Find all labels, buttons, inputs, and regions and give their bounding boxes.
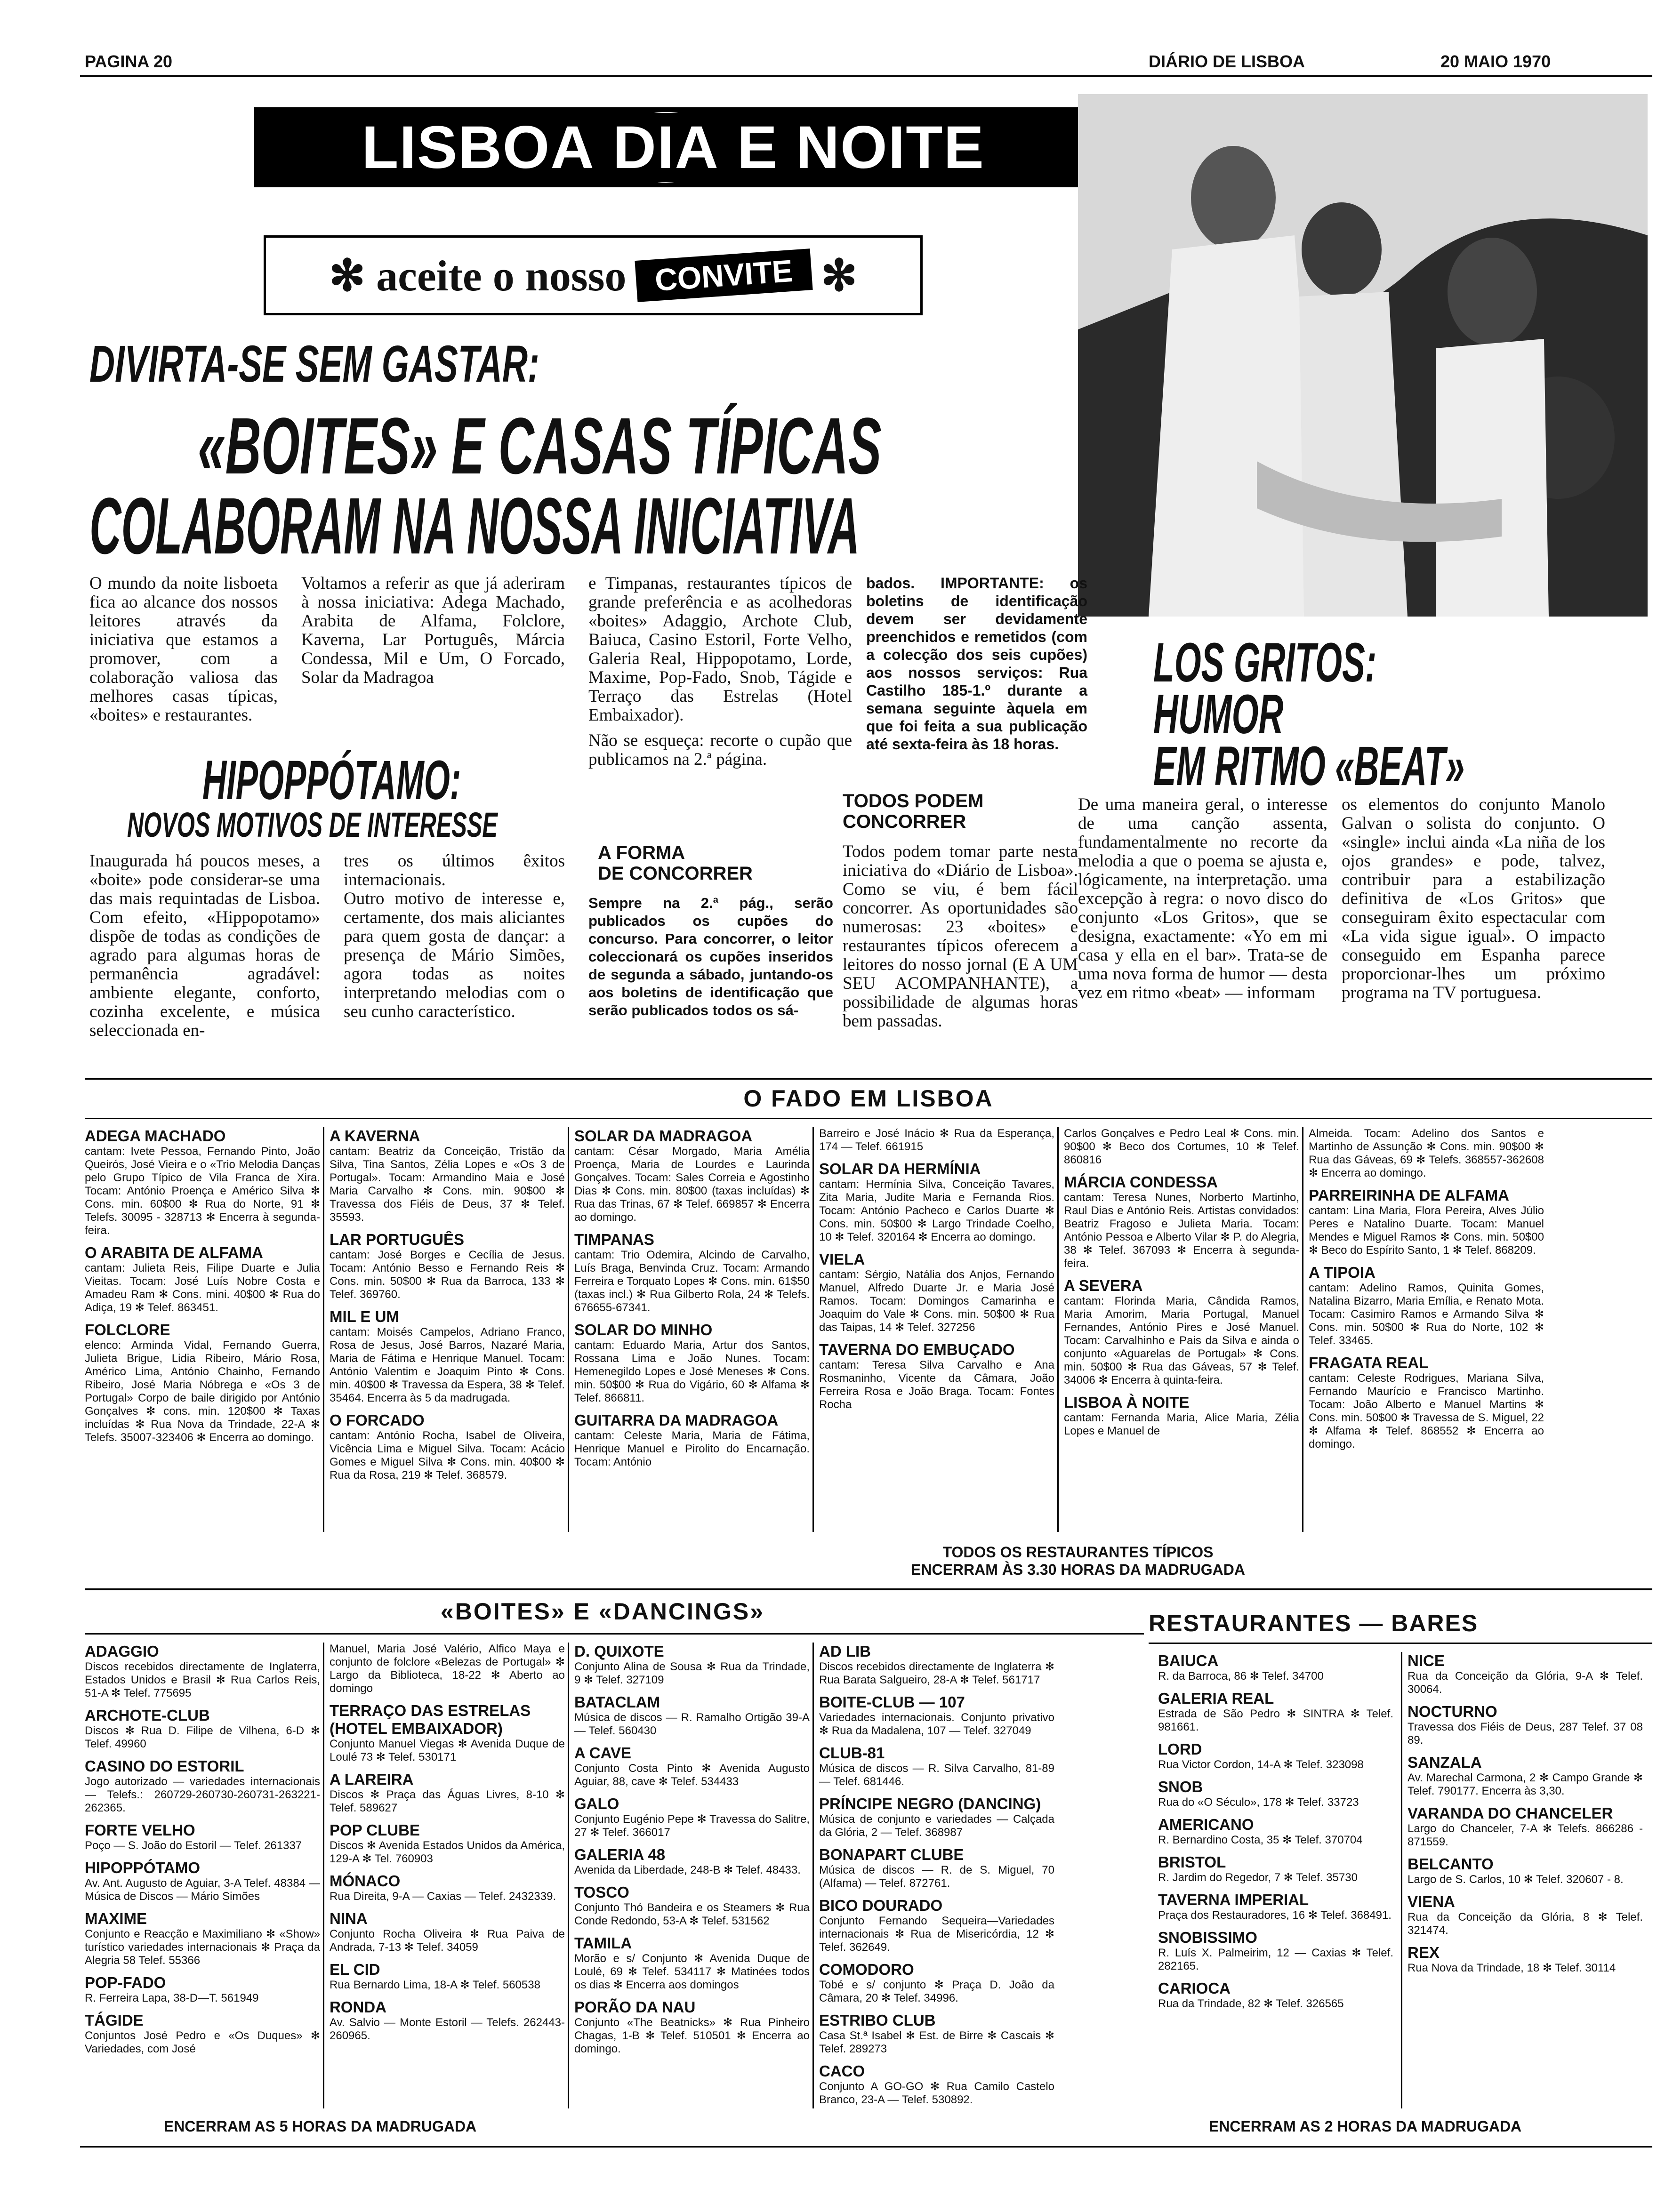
listing-details: Conjunto Manuel Viegas ✻ Avenida Duque de Loulé 73 ✻ Telef. 530171 [330, 1738, 565, 1763]
listing-details: cantam: Adelino Ramos, Quinita Gomes, Natalina Bizarro, Maria Emília, e Renato Mota. Tocam: Casimiro Ramos e Armando Silva ✻ Cons. min. 50$00 ✻ Rua do Norte, 102 ✻ Telef. 33465. [1309, 1282, 1544, 1347]
listing-details: Estrada de São Pedro ✻ SINTRA ✻ Telef. 981661. [1158, 1707, 1393, 1733]
listing-details: cantam: Celeste Maria, Maria de Fátima, Henrique Manuel e Pirolito do Encarnação. Tocam: António [574, 1429, 810, 1468]
listing-details: Barreiro e José Inácio ✻ Rua da Esperança, 174 — Telef. 661915 [819, 1127, 1054, 1153]
sun-logo: DIA [612, 112, 720, 183]
listing-name: FOLCLORE [85, 1321, 170, 1338]
listing-name: BICO DOURADO [819, 1897, 943, 1914]
listing-name: LORD [1158, 1740, 1202, 1758]
listing-entry [85, 1127, 320, 1237]
listing-details: Jogo autorizado — variedades internacionais — Telefs.: 260729-260730-260731-263221-262365. [85, 1775, 320, 1814]
listing-entry [1064, 1127, 1299, 1167]
listing-details: Praça dos Restauradores, 16 ✻ Telef. 368491. [1158, 1909, 1392, 1922]
listing-entry [85, 1244, 320, 1314]
listing-details: Conjunto Thó Bandeira e os Steamers ✻ Rua Conde Redondo, 53-A ✻ Telef. 531562 [574, 1901, 810, 1927]
listing-entry [330, 1643, 565, 1695]
listing-entry [1158, 1853, 1393, 1884]
listing-details: cantam: Teresa Silva Carvalho e Ana Rosmaninho, Vicente da Câmara, João Ferreira Rosa e João Braga. Tocam: Fontes Rocha [819, 1359, 1054, 1411]
restaurantes-footer: ENCERRAM AS 2 HORAS DA MADRUGADA [1208, 2118, 1522, 2135]
listing-entry [330, 1821, 565, 1866]
header-rule [80, 75, 1652, 77]
listing-details: Rua da Conceição da Glória, 8 ✻ Telef. 321474. [1408, 1911, 1643, 1937]
forma-title: A FORMA DE CONCORRER [598, 842, 753, 884]
listing-name: A CAVE [574, 1744, 632, 1762]
listing-name: BRISTOL [1158, 1853, 1226, 1871]
boites-footer: ENCERRAM AS 5 HORAS DA MADRUGADA [163, 2118, 477, 2135]
listing-name: D. QUIXOTE [574, 1643, 664, 1660]
listing-entry [1158, 1740, 1393, 1771]
listing-details: cantam: Moisés Campelos, Adriano Franco, Rosa de Jesus, José Barros, Nazaré Maria, Maria de Fátima e Henrique Manuel. Tocam: António Valentim e Joaquim Pinto ✻ Cons. min. 40$00 ✻ Travessa da Espera, 38 ✻ Telef. 35464. Encerra às 5 da madrugada. [330, 1326, 565, 1404]
listing-details: cantam: César Morgado, Maria Amélia Proença, Maria de Lourdes e Laurinda Gonçalves. Tocam: Sales Correia e Agostinho Dias ✻ Cons. min. 80$00 (taxas incluídas) ✻ Rua das Trinas, 67 ✻ Telef. 669857 ✻ Encerra ao domingo. [574, 1145, 810, 1224]
fado-column [1064, 1127, 1299, 1444]
listing-entry [1064, 1394, 1299, 1438]
headline-line1: «BOITES» E CASAS TÍPICAS [198, 401, 882, 491]
listing-entry [85, 1757, 320, 1815]
listing-name: SNOBISSIMO [1158, 1929, 1257, 1946]
gritos-col-2: os elementos do conjunto Manolo Galvan o solista do conjunto. O «single» inclui ainda «La niña de los ojos grandes» e pode, talvez, contribuir para a estabilização definitiva de «Los Gritos» que conseguiram êxito espectacular com «La vida sigue igual». O impacto conseguido em Espanha parece proporcionar-lhes um próximo programa na TV portuguesa. [1342, 795, 1605, 1002]
listing-name: ESTRIBO CLUB [819, 2012, 936, 2029]
listing-details: cantam: Beatriz da Conceição, Tristão da Silva, Tina Santos, Zélia Lopes e «Os 3 de Portugal». Tocam: Armandino Maia e José Maria Carvalho ✻ Cons. min. 90$00 ✻ Travessa dos Fiéis de Deus, 37 ✻ Telef. 35593. [330, 1145, 565, 1224]
listing-name: BOITE-CLUB — 107 [819, 1693, 965, 1711]
listing-details: Rua Nova da Trindade, 18 ✻ Telef. 30114 [1408, 1962, 1616, 1974]
listing-name: SANZALA [1408, 1754, 1482, 1771]
listing-details: Conjunto Fernando Sequeira—Variedades internacionais ✻ Rua de Misericórdia, 12 ✻ Telef. 362649. [819, 1915, 1054, 1954]
listing-entry [819, 1341, 1054, 1411]
listing-name: TIMPANAS [574, 1231, 654, 1248]
listing-details: Rua do «O Século», 178 ✻ Telef. 33723 [1158, 1796, 1359, 1809]
listing-name: GALERIA 48 [574, 1846, 666, 1863]
listing-details: Conjunto Alina de Sousa ✻ Rua da Trindade, 9 ✻ Telef. 327109 [574, 1660, 810, 1686]
column-divider [323, 1643, 324, 2108]
listing-name: GUITARRA DA MADRAGOA [574, 1411, 779, 1429]
listing-details: cantam: Eduardo Maria, Artur dos Santos, Rossana Lima e João Nunes. Tocam: Hemenegildo Lopes e José Meneses ✻ Cons. min. 50$00 ✻ Rua do Vigário, 60 ✻ Alfama ✻ Telef. 866811. [574, 1339, 810, 1404]
listing-name: MIL E UM [330, 1308, 399, 1325]
listing-details: Largo de S. Carlos, 10 ✻ Telef. 320607 - 8. [1408, 1873, 1624, 1886]
listing-name: TAVERNA IMPERIAL [1158, 1891, 1309, 1908]
listing-details: Música de discos — R. Ramalho Ortigão 39-A — Telef. 560430 [574, 1711, 810, 1737]
column-divider [812, 1643, 814, 2108]
listing-name: CLUB-81 [819, 1744, 885, 1762]
listing-entry [1408, 1804, 1643, 1849]
fado-title-rule [85, 1118, 1652, 1119]
listing-entry [85, 1707, 320, 1751]
listing-name: VIELA [819, 1250, 865, 1268]
intro-col-1: O mundo da noite lisboeta fica ao alcance dos nossos leitores através da iniciativa que estamos a promover, com a colaboração valiosa das melhores casas típicas, «boites» e restaurantes. [89, 574, 278, 725]
listing-details: Almeida. Tocam: Adelino dos Santos e Martinho de Assunção ✻ Cons. min. 90$00 ✻ Rua das Gáveas, 69 ✻ Telefs. 368557-362608 ✻ Encerra ao domingo. [1309, 1127, 1544, 1179]
listing-entry [819, 1897, 1054, 1954]
listing-details: cantam: Sérgio, Natália dos Anjos, Fernando Manuel, Alfredo Duarte Jr. e Maria José Ramos. Tocam: Domingos Camarinha e Joaquim do Vale ✻ Cons. min. 50$00 ✻ Rua das Taipas, 14 ✻ Telef. 327256 [819, 1268, 1054, 1334]
listing-entry [574, 1795, 810, 1839]
listing-entry [574, 1411, 810, 1469]
masthead-lisboa: LISBOA [362, 113, 595, 181]
headline-line2: COLABORAM NA NOSSA INICIATIVA [89, 481, 860, 571]
listing-details: Rua Victor Cordon, 14-A ✻ Telef. 323098 [1158, 1758, 1364, 1771]
listing-details: Travessa dos Fiéis de Deus, 287 Telef. 37 08 89. [1408, 1721, 1643, 1747]
listing-entry [1158, 1778, 1393, 1809]
listing-details: Música de discos — R. Silva Carvalho, 81-89 — Telef. 681446. [819, 1762, 1054, 1788]
listing-entry [1158, 1891, 1393, 1922]
headline-kicker: DIVIRTA-SE SEM GASTAR: [89, 335, 539, 393]
listing-details: cantam: Ivete Pessoa, Fernando Pinto, João Queirós, José Vieira e o «Trio Melodia Danças pelo Grupo Típico de Vila Franca de Xira. Tocam: António Proença e Américo Silva ✻ Cons. min. 60$00 ✻ Rua do Norte, 91 ✻ Telefs. 30095 - 328713 ✻ Encerra à segunda-feira. [85, 1145, 320, 1237]
listing-details: cantam: Fernanda Maria, Alice Maria, Zélia Lopes e Manuel de [1064, 1411, 1299, 1437]
listing-entry [819, 1643, 1054, 1687]
masthead [254, 107, 1092, 187]
listing-details: Casa St.ª Isabel ✻ Est. de Birre ✻ Cascais ✻ Telef. 289273 [819, 2029, 1054, 2055]
listing-details: Rua Direita, 9-A — Caxias — Telef. 2432339. [330, 1890, 556, 1903]
fado-column [1309, 1127, 1544, 1458]
listing-name: EL CID [330, 1961, 380, 1978]
listing-details: Avenida da Liberdade, 248-B ✻ Telef. 48433. [574, 1864, 801, 1876]
gritos-title-3: EM RITMO «BEAT» [1153, 735, 1465, 797]
fado-column [574, 1127, 810, 1475]
restaurantes-title: RESTAURANTES — BARES [1149, 1610, 1479, 1636]
todos-body: Todos podem tomar parte nesta iniciativa do «Diário de Lisboa». Como se viu, é bem fácil concorrer. As oportunidades são numerosas: 23 «boites» e restaurantes típicos oferecem a leitores do nosso jornal (E A UM SEU ACOMPANHANTE), a possibilidade de algumas horas bem passadas. [843, 842, 1078, 1031]
listing-details: cantam: Julieta Reis, Filipe Duarte e Julia Vieitas. Tocam: José Luís Nobre Costa e Amadeu Ram ✻ Cons. mini. 40$00 ✻ Rua do Adiça, 19 ✻ Telef. 863451. [85, 1262, 320, 1314]
listing-details: cantam: Trio Odemira, Alcindo de Carvalho, Luís Braga, Benvinda Cruz. Tocam: Armando Ferreira e Torquato Lopes ✻ Cons. min. 61$50 (taxas incl.) ✻ Rua Gilberto Rola, 24 ✻ Telefs. 676655-67341. [574, 1249, 810, 1314]
column-divider [1057, 1127, 1059, 1532]
listing-name: O ARABITA DE ALFAMA [85, 1244, 263, 1261]
column-divider [1302, 1127, 1303, 1532]
listing-name: A KAVERNA [330, 1127, 420, 1145]
listing-name: PRÍNCIPE NEGRO (DANCING) [819, 1795, 1041, 1812]
listing-details: Morão e s/ Conjunto ✻ Avenida Duque de Loulé, 69 ✻ Telef. 534117 ✻ Matinées todos os dias ✻ Encerra aos domingos [574, 1952, 810, 1991]
hippo-title: HIPOPPÓTAMO: [202, 749, 461, 811]
listing-entry [1309, 1186, 1544, 1257]
listing-details: elenco: Arminda Vidal, Fernando Guerra, Julieta Brigue, Lidia Ribeiro, Mário Rosa, Américo Lima, António Chainho, Fernando Ribeiro, José Maria Nóbrega e «Os 3 de Portugal» Corpo de baile dirigido por António Gonçalves ✻ cons. min. 120$00 ✻ Taxas incluídas ✻ Rua Nova da Trindade, 22-A ✻ Telefs. 35007-323406 ✻ Encerra ao domingo. [85, 1339, 320, 1444]
listing-name: CACO [819, 2062, 865, 2080]
listing-name: PORÃO DA NAU [574, 1998, 696, 2016]
listing-entry [1309, 1127, 1544, 1180]
column-divider [1401, 1652, 1402, 2108]
listing-details: cantam: António Rocha, Isabel de Oliveira, Vicência Lima e Miguel Silva. Tocam: Acácio Gomes e Miguel Silva ✻ Cons. min. 40$00 ✻ Rua da Rosa, 219 ✻ Telef. 368579. [330, 1429, 565, 1482]
listing-details: R. Bernardino Costa, 35 ✻ Telef. 370704 [1158, 1834, 1363, 1846]
listing-entry [1158, 1690, 1393, 1734]
listing-name: RONDA [330, 1998, 386, 2016]
listing-name: SOLAR DA MADRAGOA [574, 1127, 753, 1145]
listing-name: A LAREIRA [330, 1771, 414, 1788]
listing-details: Conjunto «The Beatnicks» ✻ Rua Pinheiro Chagas, 1-B ✻ Telef. 510501 ✻ Encerra ao domingo. [574, 2016, 810, 2055]
listing-entry [85, 1910, 320, 1967]
listing-details: Av. Marechal Carmona, 2 ✻ Campo Grande ✻ Telef. 790177. Encerra às 3,30. [1408, 1771, 1643, 1797]
listing-entry [1309, 1264, 1544, 1347]
listing-name: HIPOPPÓTAMO [85, 1859, 201, 1876]
los-gritos-photo [1078, 94, 1648, 617]
listing-details: cantam: Teresa Nunes, Norberto Martinho, Raul Dias e António Reis. Artistas convidados: Beatriz Fragoso e Julieta Maria. Tocam: António Pessoa e Alberto Vilar ✻ P. do Alegria, 38 ✻ Telef. 367093 ✻ Encerra à segunda-feira. [1064, 1191, 1299, 1270]
listing-name: LAR PORTUGUÊS [330, 1231, 465, 1248]
listing-entry [819, 1160, 1054, 1244]
listing-name: ADEGA MACHADO [85, 1127, 226, 1145]
listing-name: SOLAR DO MINHO [574, 1321, 713, 1338]
listing-details: Largo do Chanceler, 7-A ✻ Telefs. 866286 - 871559. [1408, 1822, 1643, 1848]
listing-name: BATACLAM [574, 1693, 660, 1711]
listing-name: NOCTURNO [1408, 1703, 1497, 1720]
listing-entry [574, 1693, 810, 1738]
listing-entry [330, 1998, 565, 2043]
todos-title: TODOS PODEM CONCORRER [843, 791, 984, 832]
boites-top-rule [85, 1588, 1652, 1590]
convite-banner [264, 235, 923, 315]
masthead-noite: E NOITE [737, 113, 985, 181]
restaurantes-column [1158, 1652, 1393, 2017]
column-divider [812, 1127, 814, 1532]
boites-column [819, 1643, 1054, 2113]
listing-details: Rua Bernardo Lima, 18-A ✻ Telef. 560538 [330, 1979, 540, 1991]
listing-details: Manuel, Maria José Valério, Alfico Maya e conjunto de folclore «Belezas de Portugal» ✻ Largo da Biblioteca, 18-22 ✻ Aberto ao domingo [330, 1643, 565, 1695]
listing-entry [85, 2012, 320, 2056]
listing-entry [819, 1846, 1054, 1890]
newspaper-name: DIÁRIO DE LISBOA [1149, 52, 1305, 71]
listing-entry [1408, 1652, 1643, 1696]
fado-column [85, 1127, 320, 1451]
listing-name: GALERIA REAL [1158, 1690, 1274, 1707]
listing-name: TAVERNA DO EMBUÇADO [819, 1341, 1015, 1358]
listing-name: TERRAÇO DAS ESTRELAS (HOTEL EMBAIXADOR) [330, 1702, 531, 1737]
listing-entry [330, 1771, 565, 1815]
fado-column [819, 1127, 1054, 1418]
issue-date: 20 MAIO 1970 [1440, 52, 1551, 71]
boites-column [85, 1643, 320, 2062]
listing-name: CASINO DO ESTORIL [85, 1757, 244, 1775]
listing-name: TÁGIDE [85, 2012, 144, 2029]
listing-entry [1408, 1944, 1643, 1975]
listing-name: MÁRCIA CONDESSA [1064, 1173, 1218, 1191]
intro-col-4: bados. IMPORTANTE: os boletins de identificação devem ser devidamente preenchidos e remetidos (com a colecção dos seis cupões) aos nossos serviços: Rua Castilho 185-1.º durante a semana seguinte àquela em que foi feita a sua publicação até sexta-feira às 18 horas. [866, 575, 1087, 753]
listing-details: Conjunto Rocha Oliveira ✻ Rua Paiva de Andrada, 7-13 ✻ Telef. 34059 [330, 1928, 565, 1954]
boites-column [574, 1643, 810, 2062]
listing-name: MÓNACO [330, 1872, 401, 1890]
fado-column [330, 1127, 565, 1489]
listing-entry [819, 1250, 1054, 1334]
listing-details: Música de discos — R. de S. Miguel, 70 (Alfama) — Telef. 872761. [819, 1864, 1054, 1890]
listing-entry [330, 1910, 565, 1954]
listing-name: ARCHOTE-CLUB [85, 1707, 210, 1724]
listing-details: Conjuntos José Pedro e «Os Duques» ✻ Variedades, com José [85, 2029, 320, 2055]
boites-title: «BOITES» E «DANCINGS» [440, 1598, 765, 1625]
listing-details: Discos ✻ Praça das Águas Livres, 8-10 ✻ Telef. 589627 [330, 1788, 565, 1814]
listing-name: BAIUCA [1158, 1652, 1219, 1669]
gritos-col-1: De uma maneira geral, o interesse de uma canção assenta, fundamentalmente no recorte da melodia a que o poema se ajusta e, lógicamente, na interpretação. uma excepção à regra: o novo disco do conjunto «Los Gritos», que se designa, exactamente: «Yo em mi casa y ella en el bar». Trata-se de uma nova forma de humor — desta vez em ritmo «beat» — informam [1078, 795, 1327, 1002]
forma-body: Sempre na 2.ª pág., serão publicados os cupões do concurso. Para concorrer, o leitor coleccionará os cupões inseridos de segunda a sábado, juntando-os aos boletins de identificação que serão publicados todos os sá- [588, 895, 833, 1018]
listing-details: Tobé e s/ conjunto ✻ Praça D. João da Câmara, 20 ✻ Telef. 34996. [819, 1979, 1054, 2004]
listing-name: O FORCADO [330, 1411, 425, 1429]
fado-title: O FADO EM LISBOA [743, 1085, 994, 1112]
listing-name: NICE [1408, 1652, 1445, 1669]
listing-entry [819, 2062, 1054, 2107]
listing-details: R. Jardim do Regedor, 7 ✻ Telef. 35730 [1158, 1871, 1358, 1884]
gritos-title-1: LOS GRITOS: [1153, 632, 1377, 694]
listing-name: A SEVERA [1064, 1277, 1143, 1294]
listing-details: Conjunto e Reacção e Maximiliano ✻ «Show» turístico variedades internacionais ✻ Praça da Alegria 58 Telef. 55366 [85, 1928, 320, 1967]
listing-entry [574, 1643, 810, 1687]
listing-details: Discos ✻ Avenida Estados Unidos da América, 129-A ✻ Tel. 760903 [330, 1839, 565, 1865]
listing-entry [1158, 1652, 1393, 1683]
listing-details: Música de conjunto e variedades — Calçada da Glória, 2 — Telef. 368987 [819, 1813, 1054, 1839]
listing-entry [819, 1693, 1054, 1738]
listing-entry [85, 1974, 320, 2005]
listing-entry [819, 1795, 1054, 1839]
listing-entry [1309, 1354, 1544, 1451]
listing-details: Conjunto A GO-GO ✻ Rua Camilo Castelo Branco, 23-A — Telef. 530892. [819, 2080, 1054, 2106]
listing-name: GALO [574, 1795, 619, 1812]
column-divider [568, 1127, 569, 1532]
listing-details: Conjunto Costa Pinto ✻ Avenida Augusto Aguiar, 88, cave ✻ Telef. 534433 [574, 1762, 810, 1788]
listing-details: Variedades internacionais. Conjunto privativo ✻ Rua da Madalena, 107 — Telef. 327049 [819, 1711, 1054, 1737]
listing-entry [574, 1883, 810, 1928]
listing-name: SNOB [1158, 1778, 1203, 1795]
listing-entry [330, 1702, 565, 1764]
listing-entry [85, 1321, 320, 1444]
hippo-subtitle: NOVOS MOTIVOS DE INTERESSE [127, 805, 498, 844]
listing-entry [574, 1231, 810, 1314]
convite-badge: CONVITE [635, 248, 813, 302]
column-divider [568, 1643, 569, 2108]
listing-details: cantam: Celeste Rodrigues, Mariana Silva, Fernando Maurício e Francisco Martinho. Tocam: João Alberto e Manuel Martins ✻ Cons. min. 50$00 ✻ Travessa de S. Miguel, 22 ✻ Alfama ✻ Telef. 868552 ✻ Encerra ao domingo. [1309, 1372, 1544, 1451]
column-divider [323, 1127, 324, 1532]
listing-name: ADAGGIO [85, 1643, 159, 1660]
listing-name: FRAGATA REAL [1309, 1354, 1429, 1371]
listing-name: VARANDA DO CHANCELER [1408, 1804, 1613, 1822]
listing-name: NINA [330, 1910, 368, 1927]
restaurantes-title-rule [1149, 1643, 1652, 1644]
listing-details: R. Ferreira Lapa, 38-D—T. 561949 [85, 1992, 259, 2004]
bottom-rule [80, 2146, 1652, 2148]
listing-name: CARIOCA [1158, 1980, 1231, 1997]
listing-name: PARREIRINHA DE ALFAMA [1309, 1186, 1509, 1204]
listing-entry [574, 1744, 810, 1788]
listing-name: POP-FADO [85, 1974, 166, 1991]
listing-details: Av. Ant. Augusto de Aguiar, 3-A Telef. 48384 — Música de Discos — Mário Simões [85, 1877, 320, 1903]
listing-details: Conjunto Eugénio Pepe ✻ Travessa do Salitre, 27 ✻ Telef. 366017 [574, 1813, 810, 1839]
intro-col-3: e Timpanas, restaurantes típicos de grande preferência e as acolhedoras «boites» Adaggio, Archote Club, Baiuca, Casino Estoril, Forte Velho, Galeria Real, Hippopotamo, Lorde, Maxime, Pop-Fado, Snob, Tágide e Terraço das Estrelas (Hotel Embaixador). Não se esqueça: recorte o cupão que publicamos na 2.ª página. [588, 574, 852, 769]
listing-details: Discos recebidos directamente de Inglaterra ✻ Rua Barata Salgueiro, 28-A ✻ Telef. 561717 [819, 1660, 1054, 1686]
listing-name: POP CLUBE [330, 1821, 420, 1839]
listing-details: cantam: Florinda Maria, Cândida Ramos, Maria Amorim, Maria Portugal, Manuel Fernandes, António Pires e José Manuel. Tocam: Carvalhinho e Pais da Silva e ainda o conjunto «Aguarelas de Portugal» ✻ Cons. min. 50$00 ✻ Rua das Gáveas, 57 ✻ Telef. 34006 ✻ Encerra à quinta-feira. [1064, 1295, 1299, 1387]
listing-entry [574, 1321, 810, 1405]
listing-details: cantam: Hermínia Silva, Conceição Tavares, Zita Maria, Judite Maria e Fernanda Rios. Tocam: António Pacheco e Carlos Duarte ✻ Cons. min. 50$00 ✻ Largo Trindade Coelho, 10 ✻ Telef. 320164 ✻ Encerra ao domingo. [819, 1178, 1054, 1243]
listing-name: LISBOA À NOITE [1064, 1394, 1190, 1411]
listing-name: TAMILA [574, 1934, 632, 1952]
fado-top-rule [85, 1078, 1652, 1080]
listing-details: Av. Salvio — Monte Estoril — Telefs. 262443-260965. [330, 2016, 565, 2042]
listing-details: cantam: José Borges e Cecília de Jesus. Tocam: António Besso e Fernando Reis ✻ Cons. min. 50$00 ✻ Rua da Barroca, 133 ✻ Telef. 369760. [330, 1249, 565, 1301]
listing-entry [1158, 1929, 1393, 1973]
listing-entry [85, 1821, 320, 1852]
fado-footer: TODOS OS RESTAURANTES TÍPICOS ENCERRAM ÀS 3.30 HORAS DA MADRUGADA [911, 1544, 1245, 1578]
listing-details: Poço — S. João do Estoril — Telef. 261337 [85, 1839, 302, 1852]
listing-entry [819, 1961, 1054, 2005]
listing-entry [330, 1308, 565, 1405]
convite-suffix: ✻ [820, 251, 857, 300]
intro-col-2: Voltamos a referir as que já aderiram à nossa iniciativa: Adega Machado, Arabita de Alfama, Folclore, Kaverna, Lar Português, Márcia Condessa, Mil e Um, O Forcado, Solar da Madragoa [301, 574, 565, 687]
convite-prefix: ✻ aceite o nosso [329, 251, 627, 300]
listing-details: Carlos Gonçalves e Pedro Leal ✻ Cons. min. 90$00 ✻ Beco dos Cortumes, 10 ✻ Telef. 860816 [1064, 1127, 1299, 1166]
listing-entry [819, 2012, 1054, 2056]
page-number: PAGINA 20 [85, 52, 173, 71]
listing-details: R. da Barroca, 86 ✻ Telef. 34700 [1158, 1670, 1324, 1683]
boites-column [330, 1643, 565, 2049]
listing-details: Discos ✻ Rua D. Filipe de Vilhena, 6-D ✻ Telef. 49960 [85, 1724, 320, 1750]
listing-entry [1158, 1816, 1393, 1847]
listing-entry [574, 1846, 810, 1877]
listing-details: R. Luís X. Palmeirim, 12 — Caxias ✻ Telef. 282165. [1158, 1947, 1393, 1972]
listing-name: FORTE VELHO [85, 1821, 195, 1839]
listing-name: AD LIB [819, 1643, 871, 1660]
listing-entry [1064, 1173, 1299, 1270]
listing-name: AMERICANO [1158, 1816, 1254, 1833]
listing-name: BONAPART CLUBE [819, 1846, 964, 1863]
listing-entry [1408, 1754, 1643, 1798]
listing-entry [819, 1127, 1054, 1154]
boites-title-rule [85, 1633, 1144, 1635]
listing-details: Rua da Conceição da Glória, 9-A ✻ Telef. 30064. [1408, 1670, 1643, 1696]
listing-name: A TIPOIA [1309, 1264, 1375, 1281]
listing-name: REX [1408, 1944, 1440, 1961]
listing-details: Rua da Trindade, 82 ✻ Telef. 326565 [1158, 1997, 1344, 2010]
listing-entry [1064, 1277, 1299, 1387]
listing-details: Discos recebidos directamente de Inglaterra, Estados Unidos e Brasil ✻ Rua Carlos Reis, 51-A ✻ Telef. 775695 [85, 1660, 320, 1699]
listing-name: MAXIME [85, 1910, 147, 1927]
listing-name: BELCANTO [1408, 1855, 1494, 1873]
listing-entry [330, 1961, 565, 1992]
hippo-col-2: tres os últimos êxitos internacionais. Outro motivo de interesse e, certamente, dos mais aliciantes para quem gosta de dançar: a presença de Mário Simões, agora todas as noites interpretando melodias com o seu cunho característico. [344, 851, 565, 1021]
gritos-title-2: HUMOR [1153, 683, 1284, 745]
listing-entry [1408, 1855, 1643, 1886]
listing-name: COMODORO [819, 1961, 914, 1978]
listing-details: cantam: Lina Maria, Flora Pereira, Alves Júlio Peres e Natalino Duarte. Tocam: Manuel Mendes e Miguel Ramos ✻ Cons. min. 50$00 ✻ Beco do Espírito Santo, 1 ✻ Telef. 868209. [1309, 1204, 1544, 1257]
listing-entry [1408, 1893, 1643, 1937]
listing-entry [1408, 1703, 1643, 1747]
listing-entry [574, 1127, 810, 1224]
listing-entry [85, 1859, 320, 1903]
listing-name: SOLAR DA HERMÍNIA [819, 1160, 981, 1178]
listing-entry [1158, 1980, 1393, 2011]
listing-entry [330, 1231, 565, 1301]
listing-entry [819, 1744, 1054, 1788]
restaurantes-column [1408, 1652, 1643, 1981]
listing-entry [330, 1127, 565, 1224]
hippo-col-1: Inaugurada há poucos meses, a «boite» pode considerar-se uma das mais requintadas de Lisboa. Com efeito, «Hippopotamo» dispõe de todas as condições de agrado para algumas horas de permanência agradável: ambiente elegante, conforto, cozinha excelente, e música seleccionada en- [89, 851, 320, 1040]
listing-name: TOSCO [574, 1883, 629, 1901]
listing-entry [85, 1643, 320, 1700]
listing-entry [330, 1411, 565, 1482]
listing-entry [574, 1998, 810, 2056]
listing-entry [330, 1872, 565, 1903]
listing-entry [574, 1934, 810, 1992]
listing-name: VIENA [1408, 1893, 1455, 1910]
